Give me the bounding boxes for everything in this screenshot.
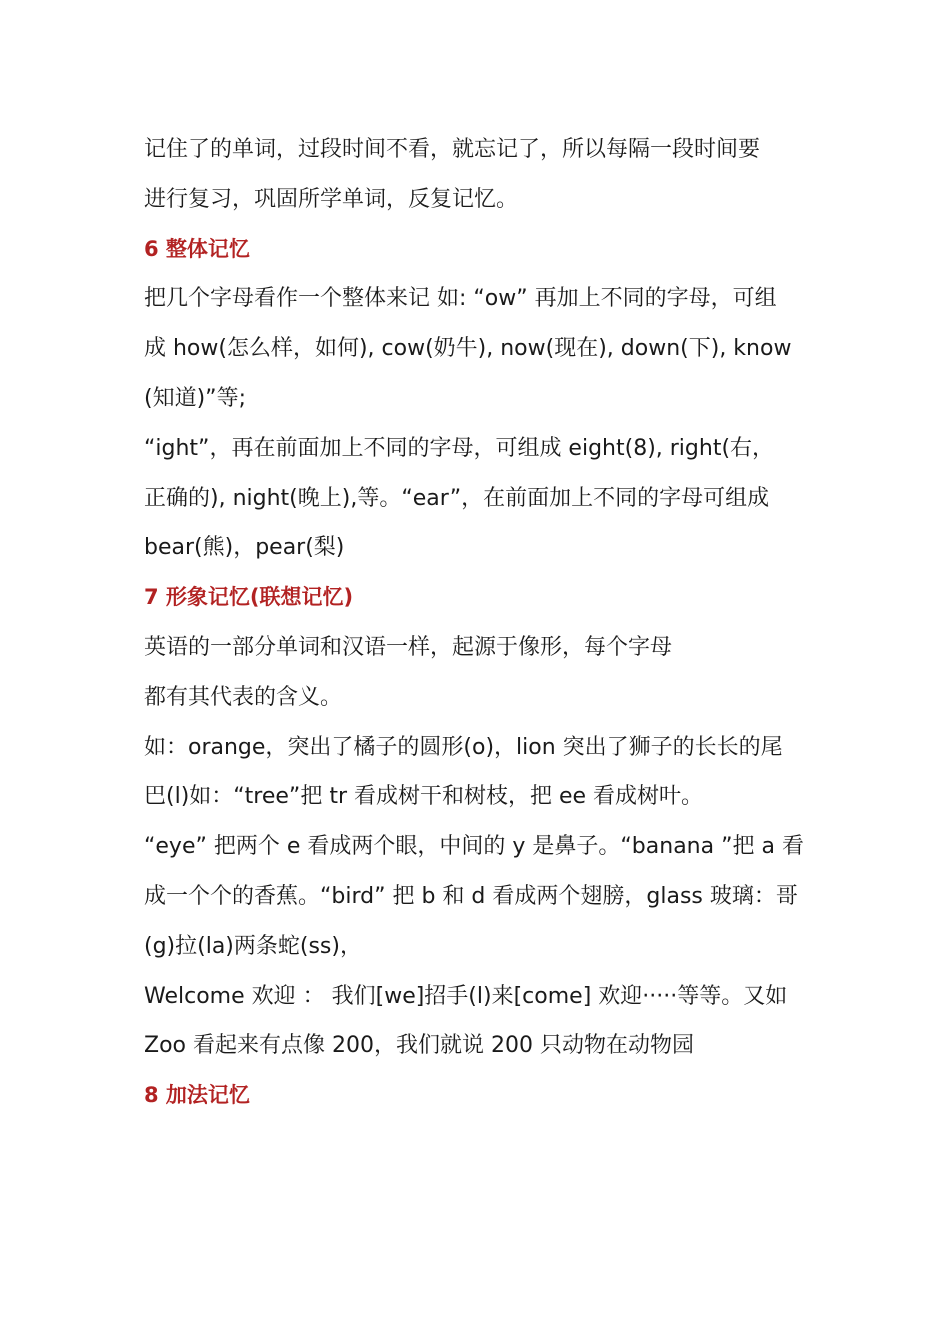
paragraph-line: 成 how(怎么样，如何), cow(奶牛), now(现在), down(下), know xyxy=(144,336,792,362)
paragraph-line: 正确的), night(晚上),等。“ear”，在前面加上不同的字母可组成 xyxy=(144,485,770,511)
paragraph-line: “eye” 把两个 e 看成两个眼，中间的 y 是鼻子。“banana ”把 a 看 xyxy=(144,834,804,860)
paragraph-line: “ight”，再在前面加上不同的字母，可组成 eight(8), right(右， xyxy=(144,435,775,461)
paragraph-line: 都有其代表的含义。 xyxy=(144,684,343,710)
paragraph-line: (知道)”等; xyxy=(144,385,246,411)
section-heading: 6 整体记忆 xyxy=(144,236,250,261)
paragraph-line: 成一个个的香蕉。“bird” 把 b 和 d 看成两个翅膀，glass 玻璃：哥 xyxy=(144,883,798,909)
document-body xyxy=(144,125,814,1121)
section-heading: 8 加法记忆 xyxy=(144,1083,250,1108)
paragraph-line: 如：orange，突出了橘子的圆形(o)，lion 突出了狮子的长长的尾 xyxy=(144,734,783,760)
paragraph-line: Welcome 欢迎 ： 我们[we]招手(l)来[come] 欢迎·····等等。又如 xyxy=(144,983,788,1009)
paragraph-line: Zoo 看起来有点像 200，我们就说 200 只动物在动物园 xyxy=(144,1033,694,1059)
section-heading: 7 形象记忆(联想记忆) xyxy=(144,585,354,610)
paragraph-line: 进行复习，巩固所学单词，反复记忆。 xyxy=(144,186,519,212)
paragraph-line: 记住了的单词，过段时间不看，就忘记了，所以每隔一段时间要 xyxy=(144,137,761,162)
paragraph-line: (g)拉(la)两条蛇(ss)， xyxy=(144,933,362,959)
paragraph-line: 英语的一部分单词和汉语一样，起源于像形，每个字母 xyxy=(144,634,673,660)
paragraph-line: 巴(l)如：“tree”把 tr 看成树干和树枝，把 ee 看成树叶。 xyxy=(144,784,704,810)
paragraph-line: 把几个字母看作一个整体来记 如: “ow” 再加上不同的字母，可组 xyxy=(144,286,777,312)
paragraph-line: bear(熊)，pear(梨) xyxy=(144,535,345,561)
